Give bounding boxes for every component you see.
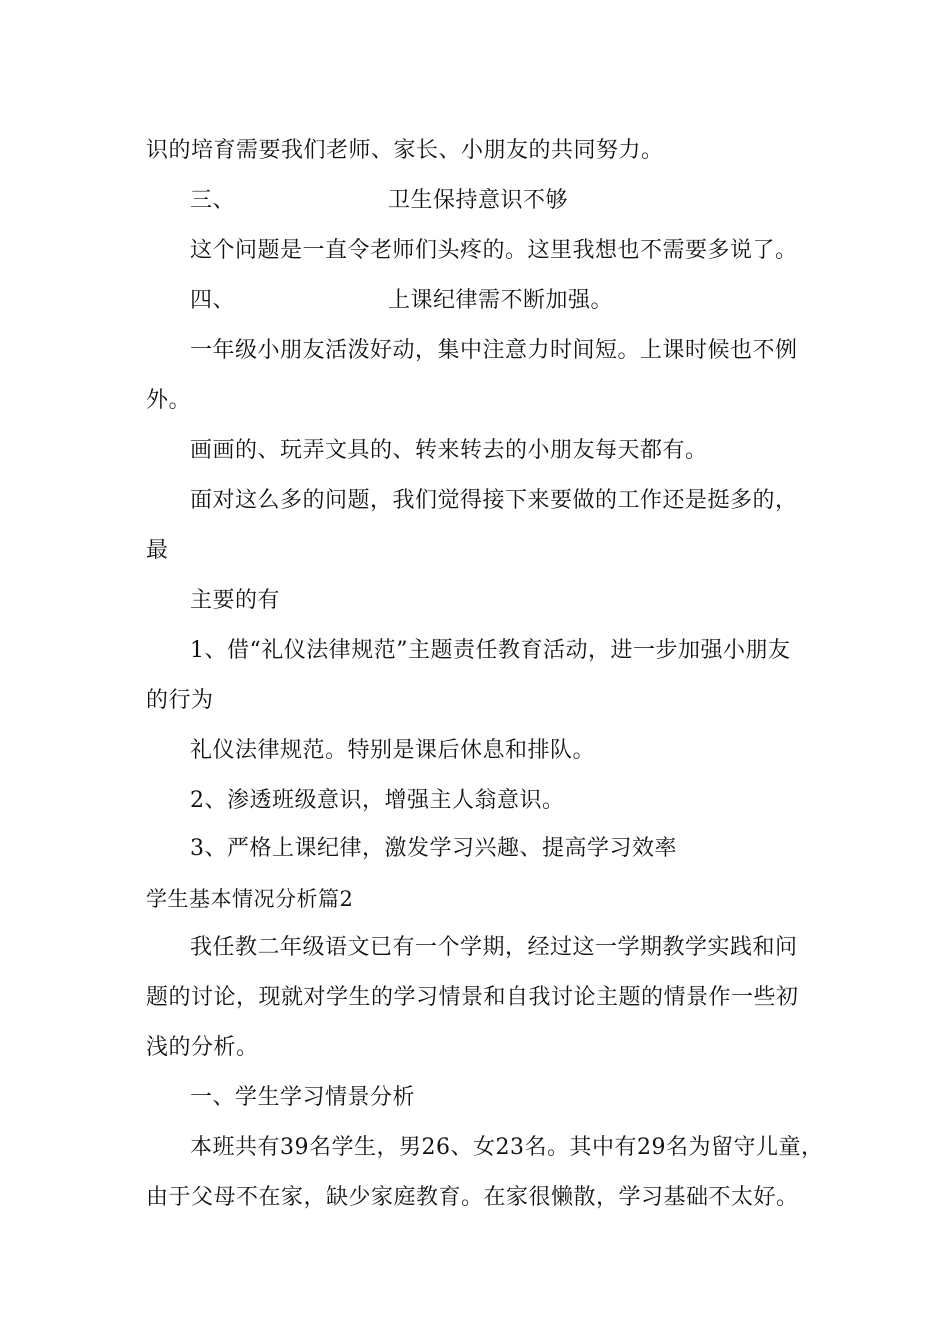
list-item: 1、借“礼仪法律规范”主题责任教育活动，进一步加强小朋友 bbox=[190, 638, 791, 663]
text-line: 最 bbox=[146, 538, 169, 563]
text-line: 面对这么多的问题，我们觉得接下来要做的工作还是挺多的， bbox=[190, 488, 798, 513]
section-title: 上课纪律需不断加强。 bbox=[388, 288, 614, 313]
text-line: 这个问题是一直令老师们头疼的。这里我想也不需要多说了。 bbox=[190, 238, 798, 263]
section-number: 三、 bbox=[190, 188, 236, 213]
list-item: 2、渗透班级意识，增强主人翁意识。 bbox=[190, 788, 565, 813]
text-line: 主要的有 bbox=[190, 588, 281, 613]
text-line: 外。 bbox=[146, 388, 192, 413]
section-title: 一、学生学习情景分析 bbox=[190, 1085, 416, 1110]
text-line: 的行为 bbox=[146, 688, 214, 713]
article-heading: 学生基本情况分析篇2 bbox=[146, 887, 354, 911]
text-line: 一年级小朋友活泼好动，集中注意力时间短。上课时候也不例 bbox=[190, 338, 798, 363]
list-item: 3、严格上课纪律，激发学习兴趣、提高学习效率 bbox=[190, 836, 677, 861]
text-line: 题的讨论，现就对学生的学习情景和自我讨论主题的情景作一些初 bbox=[146, 985, 799, 1010]
text-line: 识的培育需要我们老师、家长、小朋友的共同努力。 bbox=[146, 138, 664, 163]
text-line: 我任教二年级语文已有一个学期，经过这一学期教学实践和问 bbox=[190, 935, 798, 960]
text-line: 由于父母不在家，缺少家庭教育。在家很懒散，学习基础不太好。 bbox=[146, 1185, 799, 1210]
section-title: 卫生保持意识不够 bbox=[388, 188, 569, 213]
text-line: 本班共有39名学生，男26、女23名。其中有29名为留守儿童， bbox=[190, 1135, 824, 1160]
section-number: 四、 bbox=[190, 288, 236, 313]
text-line: 浅的分析。 bbox=[146, 1035, 259, 1060]
text-line: 画画的、玩弄文具的、转来转去的小朋友每天都有。 bbox=[190, 438, 708, 463]
text-line: 礼仪法律规范。特别是课后休息和排队。 bbox=[190, 738, 596, 763]
